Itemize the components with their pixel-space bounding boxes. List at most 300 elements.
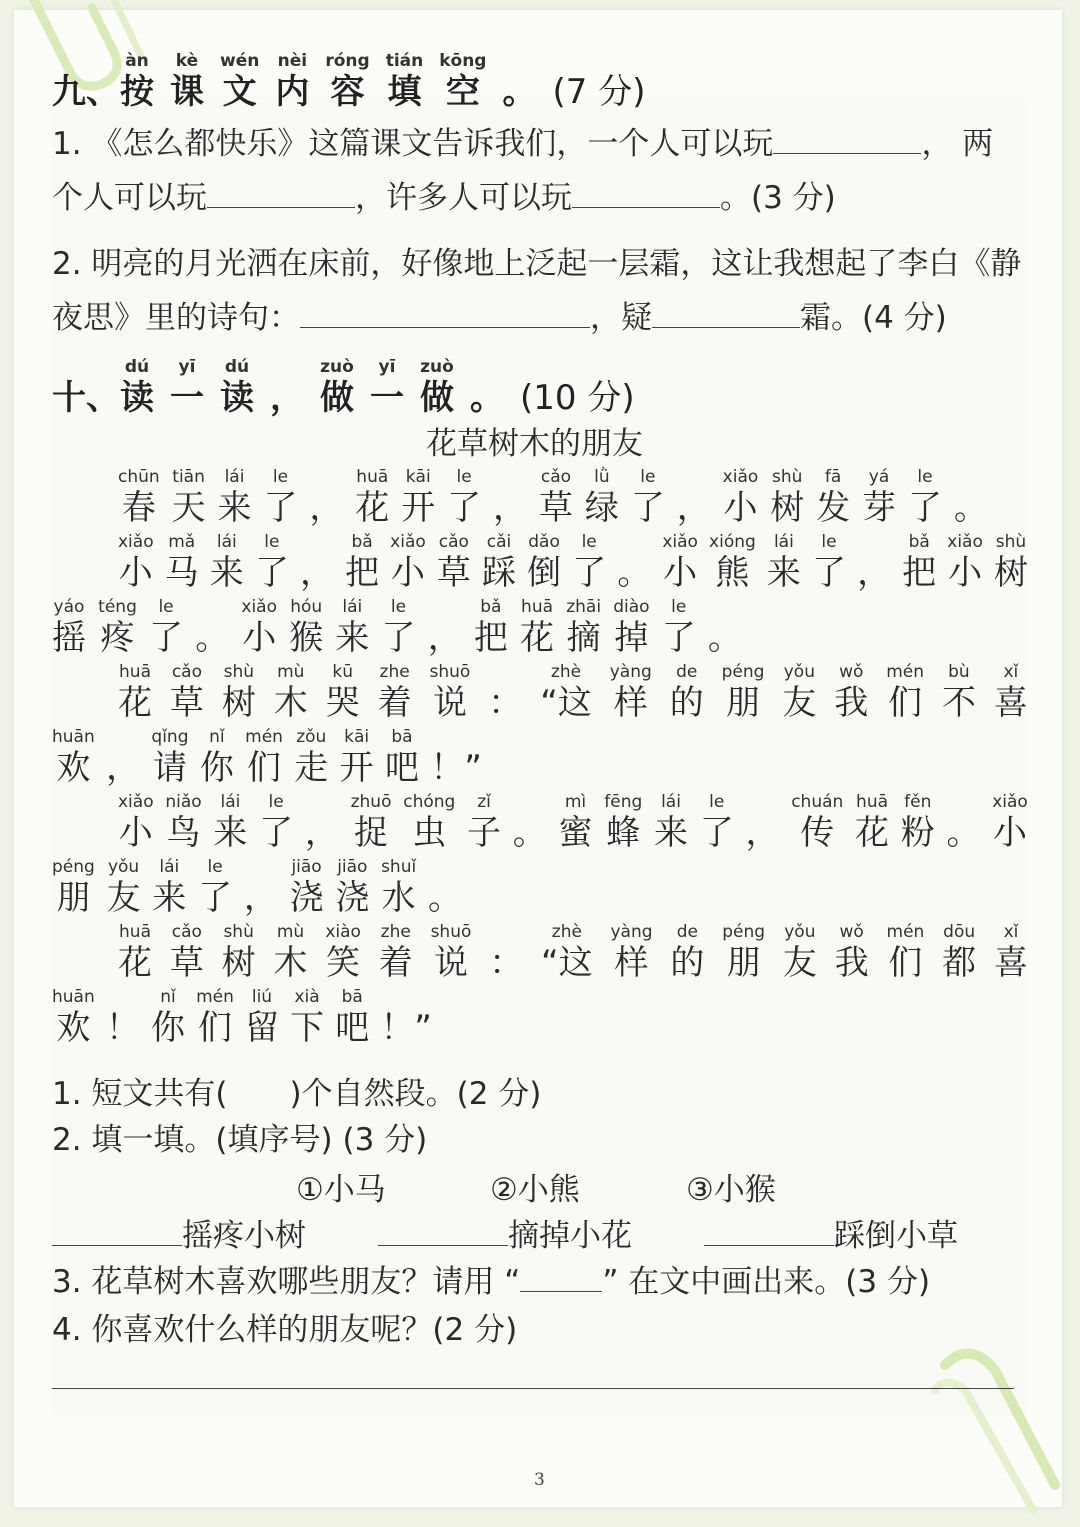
pinyin-char (662, 531, 698, 593)
pinyin-char (165, 531, 199, 593)
pinyin-char (195, 596, 229, 658)
hanzi: 蜂 (606, 813, 641, 853)
pinyin: niǎo (165, 792, 202, 812)
pinyin: wǒ (839, 922, 864, 942)
fill-blank-1[interactable] (52, 1215, 182, 1246)
hanzi: 内 (275, 72, 310, 112)
pinyin-char (428, 856, 462, 918)
pinyin-char (782, 661, 816, 723)
pinyin: àn (125, 51, 149, 71)
hanzi: 花 (118, 943, 152, 983)
pinyin-char (170, 50, 204, 112)
pinyin-char (335, 596, 369, 658)
pinyin: téng (98, 597, 137, 617)
pinyin-char (474, 596, 508, 658)
hanzi: ！” (380, 1008, 432, 1048)
pinyin: shuō (430, 922, 472, 942)
pinyin-char (834, 661, 868, 723)
hanzi: 做 (420, 378, 454, 418)
pinyin: jiāo (337, 857, 368, 877)
hanzi: 浇 (335, 878, 370, 918)
pinyin: bā (341, 987, 363, 1007)
pinyin-char (106, 726, 140, 788)
hanzi: 填 (387, 72, 422, 112)
pinyin-char (812, 531, 846, 593)
pinyin-char (385, 726, 419, 788)
pinyin: kāi (405, 467, 431, 487)
hanzi: 踩 (481, 553, 516, 593)
pinyin-char (52, 726, 95, 788)
s10-q3-blank (520, 1261, 602, 1292)
paperclip-decoration-bottom (915, 1345, 1065, 1515)
pinyin-char (245, 986, 279, 1048)
pinyin: cǎo (540, 467, 572, 487)
hanzi: 小 (663, 553, 698, 593)
pinyin: le (207, 857, 223, 877)
pinyin-char (502, 50, 536, 112)
pinyin: xiǎo (992, 792, 1028, 812)
hanzi: 草 (436, 553, 471, 593)
pinyin-char (631, 466, 665, 528)
hanzi: 了 (259, 813, 294, 853)
pinyin: nǐ (209, 727, 225, 747)
hanzi: 们 (888, 683, 923, 723)
hanzi: 小 (723, 488, 758, 528)
hanzi: 发 (816, 488, 851, 528)
pinyin-char (196, 986, 234, 1048)
pinyin-char (98, 596, 137, 658)
pinyin: shù (223, 662, 255, 682)
pinyin-char (447, 466, 481, 528)
pinyin-char (439, 50, 486, 112)
pinyin: yǒu (107, 857, 140, 877)
hanzi: 了 (149, 618, 184, 658)
hanzi: 友 (782, 683, 817, 723)
pinyin: le (581, 532, 597, 552)
pinyin-char (994, 661, 1028, 723)
s9-q1-blank1[interactable] (773, 123, 921, 154)
pinyin-char (107, 856, 141, 918)
section-9-title-text (120, 50, 552, 112)
pinyin: dú (124, 357, 150, 377)
pinyin-char (722, 921, 765, 983)
pinyin: dōu (943, 922, 976, 942)
pinyin-char (670, 921, 704, 983)
pinyin-char (908, 466, 942, 528)
pinyin-char (118, 531, 154, 593)
pinyin: lái (220, 792, 241, 812)
hanzi: 小 (993, 813, 1028, 853)
pinyin: yáo (53, 597, 85, 617)
pinyin: mì (564, 792, 587, 812)
hanzi: 样 (613, 683, 648, 723)
pinyin-char (270, 356, 304, 418)
pinyin: xiǎo (947, 532, 983, 552)
pinyin: cǎo (171, 662, 202, 682)
pinyin-char (120, 50, 154, 112)
hanzi: 子 (467, 813, 502, 853)
pinyin: shuǐ (381, 857, 417, 877)
pinyin: yī (378, 357, 396, 377)
pinyin: tiān (172, 467, 205, 487)
hanzi: ， (304, 813, 339, 853)
pinyin-char (244, 856, 278, 918)
pinyin-char (572, 531, 606, 593)
pinyin: xiǎo (722, 467, 759, 487)
pinyin: kāi (344, 727, 370, 747)
hanzi: 花 (355, 488, 390, 528)
hanzi: 草 (169, 943, 204, 983)
pinyin: cǎo (171, 922, 202, 942)
pinyin: qǐng (151, 727, 189, 747)
hanzi: 了 (263, 488, 298, 528)
pinyin: le (640, 467, 656, 487)
pinyin-char (198, 856, 232, 918)
option-1: ①小马 (296, 1172, 386, 1208)
passage-line (52, 596, 742, 658)
hanzi: 开 (401, 488, 436, 528)
pinyin-char (382, 596, 416, 658)
option-3: ③小猴 (686, 1172, 776, 1208)
pinyin: lái (224, 467, 245, 487)
s9-q2-blank2[interactable] (652, 297, 800, 328)
hanzi: 。 (617, 553, 652, 593)
pinyin: xióng (709, 532, 756, 552)
passage-line (118, 921, 1028, 983)
hanzi: 把 (902, 553, 937, 593)
pinyin: mén (886, 922, 925, 942)
pinyin-char (259, 791, 293, 853)
hanzi: 。 (502, 72, 537, 112)
hanzi: 。 (953, 488, 988, 528)
pinyin-char (320, 356, 354, 418)
pinyin: fēng (604, 792, 643, 812)
pinyin: bǎ (480, 597, 502, 617)
pinyin: yǒu (783, 662, 815, 682)
pinyin: wén (220, 51, 260, 71)
hanzi: 着 (377, 683, 412, 723)
pinyin-char (294, 726, 328, 788)
hanzi: 了 (254, 553, 289, 593)
pinyin: xiǎo (390, 532, 426, 552)
pinyin: le (268, 792, 284, 812)
pinyin: le (821, 532, 837, 552)
pinyin: zuò (320, 357, 354, 377)
hanzi: ！” (430, 748, 482, 788)
hanzi: 树 (221, 943, 256, 983)
pinyin-char (390, 531, 426, 593)
pinyin: diào (613, 597, 650, 617)
hanzi: 木 (273, 943, 308, 983)
hanzi: 水 (381, 878, 416, 918)
pinyin-char (106, 986, 140, 1048)
pinyin-char (617, 531, 651, 593)
hanzi: 笑 (326, 943, 361, 983)
pinyin-char (170, 356, 204, 418)
pinyin-char (420, 356, 454, 418)
s9-q1-line1: 1. 《怎么都快乐》这篇课文告诉我们，一个人可以玩 ， 两 (52, 122, 993, 166)
pinyin-char (994, 531, 1028, 593)
pinyin-char (325, 50, 369, 112)
pinyin-char (118, 791, 154, 853)
pinyin-char (255, 531, 289, 593)
hanzi: 下 (290, 1008, 325, 1048)
pinyin: le (272, 467, 289, 487)
pinyin: shuō (429, 662, 471, 682)
pinyin: xiǎo (118, 532, 154, 552)
pinyin: bù (948, 662, 970, 682)
pinyin-char (430, 661, 471, 723)
pinyin-char (700, 791, 734, 853)
pinyin: lǜ (594, 467, 610, 487)
hanzi: 疼 (100, 618, 135, 658)
pinyin-char (493, 466, 527, 528)
hanzi: ， (676, 488, 711, 528)
hanzi: 来 (209, 553, 244, 593)
pinyin-char (381, 856, 416, 918)
hanzi: 们 (888, 943, 923, 983)
hanzi: 着 (378, 943, 413, 983)
hanzi: 课 (170, 72, 204, 112)
pinyin: cǎi (486, 532, 512, 552)
pinyin: mén (245, 727, 283, 747)
pinyin-char (151, 986, 185, 1048)
pinyin-char (677, 466, 711, 528)
fill-blank-3[interactable] (704, 1215, 834, 1246)
pinyin: hóu (290, 597, 323, 617)
hanzi: 。 (195, 618, 230, 658)
pinyin-char (152, 856, 186, 918)
hanzi: 小 (118, 553, 153, 593)
pinyin: le (709, 792, 725, 812)
pinyin-char (791, 791, 843, 853)
hanzi: 一 (370, 378, 404, 418)
pinyin: huā (521, 597, 554, 617)
pinyin: zhè (550, 662, 582, 682)
pinyin: le (917, 467, 933, 487)
pinyin-char (300, 531, 334, 593)
pinyin-char (351, 791, 392, 853)
pinyin-char (428, 596, 462, 658)
pinyin: le (264, 532, 280, 552)
pinyin: mù (276, 922, 305, 942)
pinyin: péng (721, 662, 765, 682)
pinyin: xià (294, 987, 320, 1007)
hanzi: 马 (164, 553, 199, 593)
pinyin: yá (868, 467, 890, 487)
pinyin-char (709, 531, 756, 593)
pinyin-char (470, 356, 504, 418)
pinyin-char (886, 661, 924, 723)
hanzi: 来 (766, 553, 801, 593)
hanzi: 。 (512, 813, 547, 853)
s9-q1-blank2[interactable] (207, 177, 355, 208)
pinyin: bǎ (908, 532, 930, 552)
pinyin: liú (251, 987, 273, 1007)
pinyin-char (222, 921, 256, 983)
pinyin: zǒu (296, 727, 327, 747)
pinyin-char (901, 791, 935, 853)
pinyin-char (52, 986, 95, 1048)
hanzi: 的 (670, 943, 705, 983)
pinyin-char (222, 661, 256, 723)
pinyin-char (430, 726, 482, 788)
pinyin-char (403, 791, 455, 853)
hanzi: 来 (335, 618, 370, 658)
hanzi: 春 (121, 488, 156, 528)
hanzi: 粉 (900, 813, 935, 853)
hanzi: 把 (473, 618, 508, 658)
pinyin-char (213, 791, 247, 853)
fill-blank-2[interactable] (378, 1215, 508, 1246)
s10-q4-answer-line[interactable] (52, 1388, 1014, 1389)
s9-q1-blank3[interactable] (572, 177, 720, 208)
hanzi: 留 (244, 1008, 279, 1048)
pinyin-char (520, 596, 554, 658)
pinyin: zhāi (566, 597, 602, 617)
pinyin-char (722, 661, 765, 723)
hanzi: 容 (330, 72, 365, 112)
pinyin-char (566, 596, 601, 658)
hanzi: 们 (247, 748, 282, 788)
pinyin: yàng (610, 922, 653, 942)
hanzi: 的 (669, 683, 704, 723)
pinyin: xǐ (1003, 662, 1019, 682)
hanzi: “这 (540, 683, 592, 723)
hanzi: ， (745, 813, 780, 853)
pinyin: jiāo (291, 857, 322, 877)
pinyin-char (604, 791, 642, 853)
hanzi: 来 (213, 813, 248, 853)
hanzi: 样 (614, 943, 649, 983)
hanzi: 了 (381, 618, 416, 658)
hanzi: 木 (273, 683, 308, 723)
pinyin-char (670, 661, 704, 723)
hanzi: 朋 (726, 683, 761, 723)
pinyin: mù (277, 662, 305, 682)
pinyin-char (290, 986, 324, 1048)
pinyin: chūn (118, 467, 160, 487)
pinyin-char (274, 661, 308, 723)
hanzi: 把 (345, 553, 380, 593)
hanzi: 按 (120, 72, 154, 112)
pinyin: tián (385, 51, 424, 71)
pinyin-char (783, 921, 817, 983)
s9-q2-blank1[interactable] (300, 297, 590, 328)
pinyin-char (52, 596, 86, 658)
pinyin: lái (773, 532, 794, 552)
pinyin: dú (224, 357, 250, 377)
pinyin: le (390, 597, 407, 617)
pinyin-char (200, 726, 234, 788)
pinyin: le (456, 467, 472, 487)
pinyin: huā (356, 467, 389, 487)
section-10-title-text (120, 356, 520, 418)
pinyin-char (401, 466, 435, 528)
s10-q2: 2. 填一填。(填序号) (3 分) (52, 1122, 428, 1158)
hanzi: 树 (993, 553, 1028, 593)
pinyin-char (241, 596, 277, 658)
pinyin-char (559, 791, 593, 853)
pinyin-char (335, 986, 369, 1048)
fill-item-2: 摘掉小花 (378, 1214, 632, 1258)
pinyin: yī (178, 357, 196, 377)
hanzi: 开 (339, 748, 374, 788)
pinyin: lái (216, 532, 237, 552)
pinyin-char (379, 921, 413, 983)
hanzi: 。 (946, 813, 981, 853)
hanzi: 蜜 (558, 813, 593, 853)
pinyin: kōng (439, 51, 487, 71)
pinyin-char (170, 921, 204, 983)
pinyin-char (378, 661, 412, 723)
hanzi: 文 (222, 72, 257, 112)
pinyin: chóng (403, 792, 456, 812)
hanzi: 花 (118, 683, 152, 723)
pinyin: yǒu (784, 922, 816, 942)
pinyin-char (855, 791, 889, 853)
pinyin-char (745, 791, 779, 853)
passage-line (52, 726, 482, 788)
passage-title: 花草树木的朋友 (426, 426, 643, 462)
hanzi: ， (106, 748, 141, 788)
pinyin-char (170, 661, 204, 723)
pinyin-char (540, 661, 592, 723)
pinyin-char (862, 466, 896, 528)
pinyin: shù (771, 467, 803, 487)
hanzi: 摘 (566, 618, 601, 658)
hanzi: 绿 (584, 488, 619, 528)
hanzi: 树 (770, 488, 805, 528)
pinyin: yàng (609, 662, 652, 682)
hanzi: 走 (294, 748, 329, 788)
pinyin: fā (824, 467, 842, 487)
pinyin: shù (995, 532, 1027, 552)
hanzi: 朋 (56, 878, 91, 918)
hanzi: 都 (942, 943, 977, 983)
passage-line (52, 856, 462, 918)
hanzi: 哭 (325, 683, 360, 723)
hanzi: 草 (169, 683, 204, 723)
hanzi: 传 (800, 813, 835, 853)
hanzi: 摇 (52, 618, 86, 658)
pinyin-char (340, 726, 374, 788)
pinyin-char (942, 921, 976, 983)
pinyin: huān (52, 727, 95, 747)
pinyin-char (290, 856, 324, 918)
hanzi: 了 (907, 488, 942, 528)
pinyin: huā (119, 662, 151, 682)
hanzi: 喜 (993, 683, 1028, 723)
pinyin-char (355, 466, 389, 528)
pinyin-char (489, 921, 523, 983)
hanzi: 做 (320, 378, 354, 418)
hanzi: “这 (541, 943, 593, 983)
pinyin: xiào (325, 922, 361, 942)
hanzi: 鸟 (166, 813, 201, 853)
pinyin: de (676, 922, 698, 942)
pinyin: mǎ (168, 532, 196, 552)
hanzi: 了 (661, 618, 696, 658)
section-9-title: 九、 àn 按 kè 课 wén 文 nèi 内 róng 容 tián 填 kōng 空 。 (7 分) (52, 51, 646, 112)
pinyin-char (345, 531, 379, 593)
hanzi: 我 (834, 683, 869, 723)
pinyin-char (165, 791, 201, 853)
hanzi: 请 (152, 748, 187, 788)
hanzi: 来 (654, 813, 688, 853)
hanzi: 你 (199, 748, 234, 788)
s9-q2-line2: 夜思》里的诗句： ，疑 霜。(4 分) (52, 296, 947, 340)
